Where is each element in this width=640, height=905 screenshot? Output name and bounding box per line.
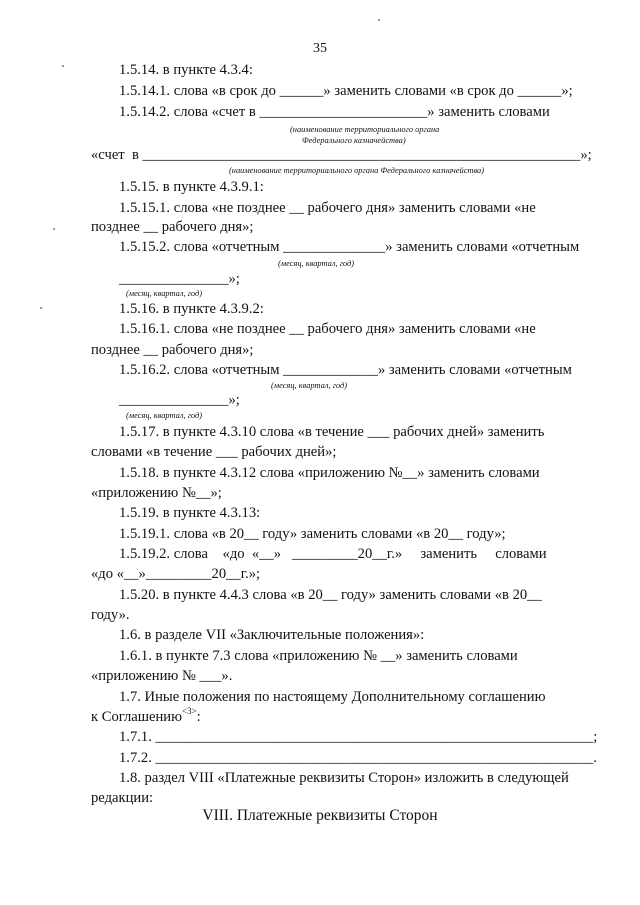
clause-1-7: 1.7. Иные положения по настоящему Дополнительному соглашению <box>119 689 546 705</box>
clause-1-7-2: 1.7.2. ____________________________________________________________. <box>119 750 597 766</box>
page-number: 35 <box>313 41 327 56</box>
scan-speck <box>53 228 55 230</box>
clause-1-6: 1.6. в разделе VII «Заключительные положения»: <box>119 627 425 643</box>
section-heading: VIII. Платежные реквизиты Сторон <box>202 807 438 824</box>
footnote-reference[interactable]: <3> <box>182 706 197 717</box>
clause-1-5-16-1: 1.5.16.1. слова «не позднее __ рабочего дня» заменить словами «не <box>119 321 536 337</box>
clause-1-5-19-1: 1.5.19.1. слова «в 20__ году» заменить словами «в 20__ году»; <box>119 526 506 542</box>
clause-1-5-19-2: 1.5.19.2. слова «до «__» _________20__г.» заменить словами <box>119 546 547 562</box>
clause-1-5-15-2: 1.5.15.2. слова «отчетным ______________» заменить словами «отчетным <box>119 239 580 255</box>
clause-text: к Соглашению <box>91 709 183 725</box>
clause-1-5-14-1: 1.5.14.1. слова «в срок до ______» заменить словами «в срок до ______»; <box>119 83 573 99</box>
clause-1-5-14: 1.5.14. в пункте 4.3.4: <box>119 62 253 78</box>
clause-1-5-16: 1.5.16. в пункте 4.3.9.2: <box>119 301 264 317</box>
clause-1-5-16-2: 1.5.16.2. слова «отчетным _____________» заменить словами «отчетным <box>119 362 572 378</box>
field-caption: Федерального казначейства) <box>302 136 406 145</box>
field-caption: (наименование территориального органа <box>290 125 440 134</box>
clause-1-5-15: 1.5.15. в пункте 4.3.9.1: <box>119 179 264 195</box>
clause-line: году». <box>91 607 130 623</box>
clause-line: «приложению № ___». <box>91 668 233 684</box>
clause-1-5-20: 1.5.20. в пункте 4.4.3 слова «в 20__ году» заменить словами «в 20__ <box>119 587 542 603</box>
clause-line: позднее __ рабочего дня»; <box>91 342 254 358</box>
clause-line: «приложению №__»; <box>91 485 222 501</box>
clause-1-5-14-2: 1.5.14.2. слова «счет в _______________________» заменить словами <box>119 104 550 120</box>
clause-line: редакции: <box>91 790 154 806</box>
clause-1-5-18: 1.5.18. в пункте 4.3.12 слова «приложению №__» заменить словами <box>119 465 540 481</box>
field-caption: (наименование территориального органа Федерального казначейства) <box>229 166 485 175</box>
clause-line: позднее __ рабочего дня»; <box>91 219 254 235</box>
clause-1-7-1: 1.7.1. ____________________________________________________________; <box>119 729 598 745</box>
clause-line: _______________»; <box>119 271 240 287</box>
clause-line <box>91 706 201 726</box>
clause-1-8: 1.8. раздел VIII «Платежные реквизиты Сторон» изложить в следующей <box>119 770 569 786</box>
clause-line: «до «__»_________20__г.»; <box>91 566 261 582</box>
scan-speck <box>62 65 64 67</box>
field-caption: (месяц, квартал, год) <box>126 411 203 420</box>
scan-speck <box>40 307 42 309</box>
clause-1-5-17: 1.5.17. в пункте 4.3.10 слова «в течение ___ рабочих дней» заменить <box>119 424 545 440</box>
field-caption: (месяц, квартал, год) <box>278 259 355 268</box>
clause-1-5-19: 1.5.19. в пункте 4.3.13: <box>119 505 261 521</box>
clause-1-5-15-1: 1.5.15.1. слова «не позднее __ рабочего дня» заменить словами «не <box>119 200 536 216</box>
field-caption: (месяц, квартал, год) <box>126 289 203 298</box>
clause-line: «счет в ____________________________________________________________»; <box>91 147 592 163</box>
clause-line: словами «в течение ___ рабочих дней»; <box>91 444 337 460</box>
colon: : <box>196 709 201 725</box>
clause-1-6-1: 1.6.1. в пункте 7.3 слова «приложению № __» заменить словами <box>119 648 518 664</box>
clause-line: _______________»; <box>119 392 240 408</box>
scan-speck <box>378 19 380 21</box>
field-caption: (месяц, квартал, год) <box>271 381 348 390</box>
